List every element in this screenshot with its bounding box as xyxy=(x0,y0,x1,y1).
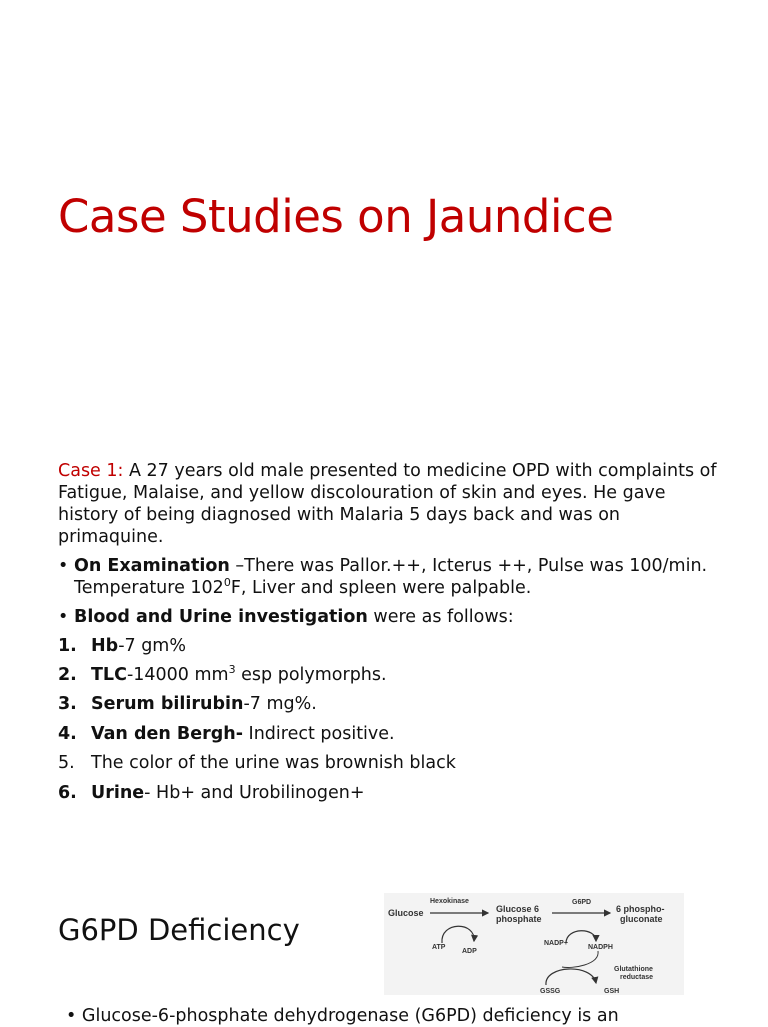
nadph-label: NADPH xyxy=(588,944,613,951)
glutathione-reductase-line2: reductase xyxy=(620,974,654,981)
phosphogluconate-label-line2: gluconate xyxy=(620,914,663,924)
hexokinase-label: Hexokinase xyxy=(430,898,469,905)
gssg-label: GSSG xyxy=(540,988,561,995)
g6pd-pathway-diagram xyxy=(384,893,684,995)
investigation-bullet xyxy=(58,606,718,628)
case-intro-paragraph xyxy=(58,460,718,548)
case-intro-text: A 27 years old male presented to medicine OPD with complaints of Fatigue, Malaise, and yellow discolouration of skin and eyes. He gave history of being diagnosed with Malaria 5 days back and was on primaquine. xyxy=(58,461,717,547)
bullet-dot: • xyxy=(58,607,69,627)
glutathione-arc xyxy=(546,969,596,985)
investigation-item: 4. Van den Bergh- Indirect positive. xyxy=(58,724,395,744)
bullet-dot: • xyxy=(58,556,69,576)
investigation-item: 1. Hb-7 gm% xyxy=(58,636,186,656)
investigation-heading: Blood and Urine investigation were as follows: xyxy=(74,607,514,627)
investigation-item: 3. Serum bilirubin-7 mg%. xyxy=(58,694,317,714)
nadp-arc xyxy=(566,931,596,943)
examination-label: On Examination xyxy=(74,556,230,576)
g6pd-description-text: Glucose-6-phosphate dehydrogenase (G6PD) deficiency is an xyxy=(81,1006,619,1026)
atp-adp-arc xyxy=(442,926,474,943)
g6pd-label: G6PD xyxy=(572,899,592,906)
bullet-dot: • xyxy=(66,1006,82,1026)
gsh-label: GSH xyxy=(604,988,620,995)
glutathione-reductase-line1: Glutathione xyxy=(614,966,653,973)
g6p-label-line1: Glucose 6 xyxy=(496,904,540,914)
nadp-label: NADP+ xyxy=(544,940,568,947)
investigation-item: 6. Urine- Hb+ and Urobilinogen+ xyxy=(58,783,365,803)
investigation-item: 5. The color of the urine was brownish black xyxy=(58,753,456,773)
atp-label: ATP xyxy=(432,944,446,951)
phosphogluconate-label-line1: 6 phospho- xyxy=(616,904,665,914)
slide-title: Case Studies on Jaundice xyxy=(58,190,614,243)
investigation-item: 2. TLC-14000 $mm^3$ esp polymorphs. xyxy=(58,663,387,685)
adp-label: ADP xyxy=(462,948,477,955)
section-title: G6PD Deficiency xyxy=(58,913,300,947)
examination-text: On Examination –There was Pallor.++, Icterus ++, Pulse was 100/min. Temperature $102^0F$, Liver and spleen were palpable. xyxy=(74,556,708,598)
degree-superscript: 0 xyxy=(223,576,231,589)
g6p-label-line2: phosphate xyxy=(496,914,542,924)
investigation-label: Blood and Urine investigation xyxy=(74,607,368,627)
nadph-return-line xyxy=(562,951,598,967)
glucose-label: Glucose xyxy=(388,908,424,918)
examination-bullet xyxy=(58,555,718,599)
case-label: Case 1: xyxy=(58,461,124,481)
